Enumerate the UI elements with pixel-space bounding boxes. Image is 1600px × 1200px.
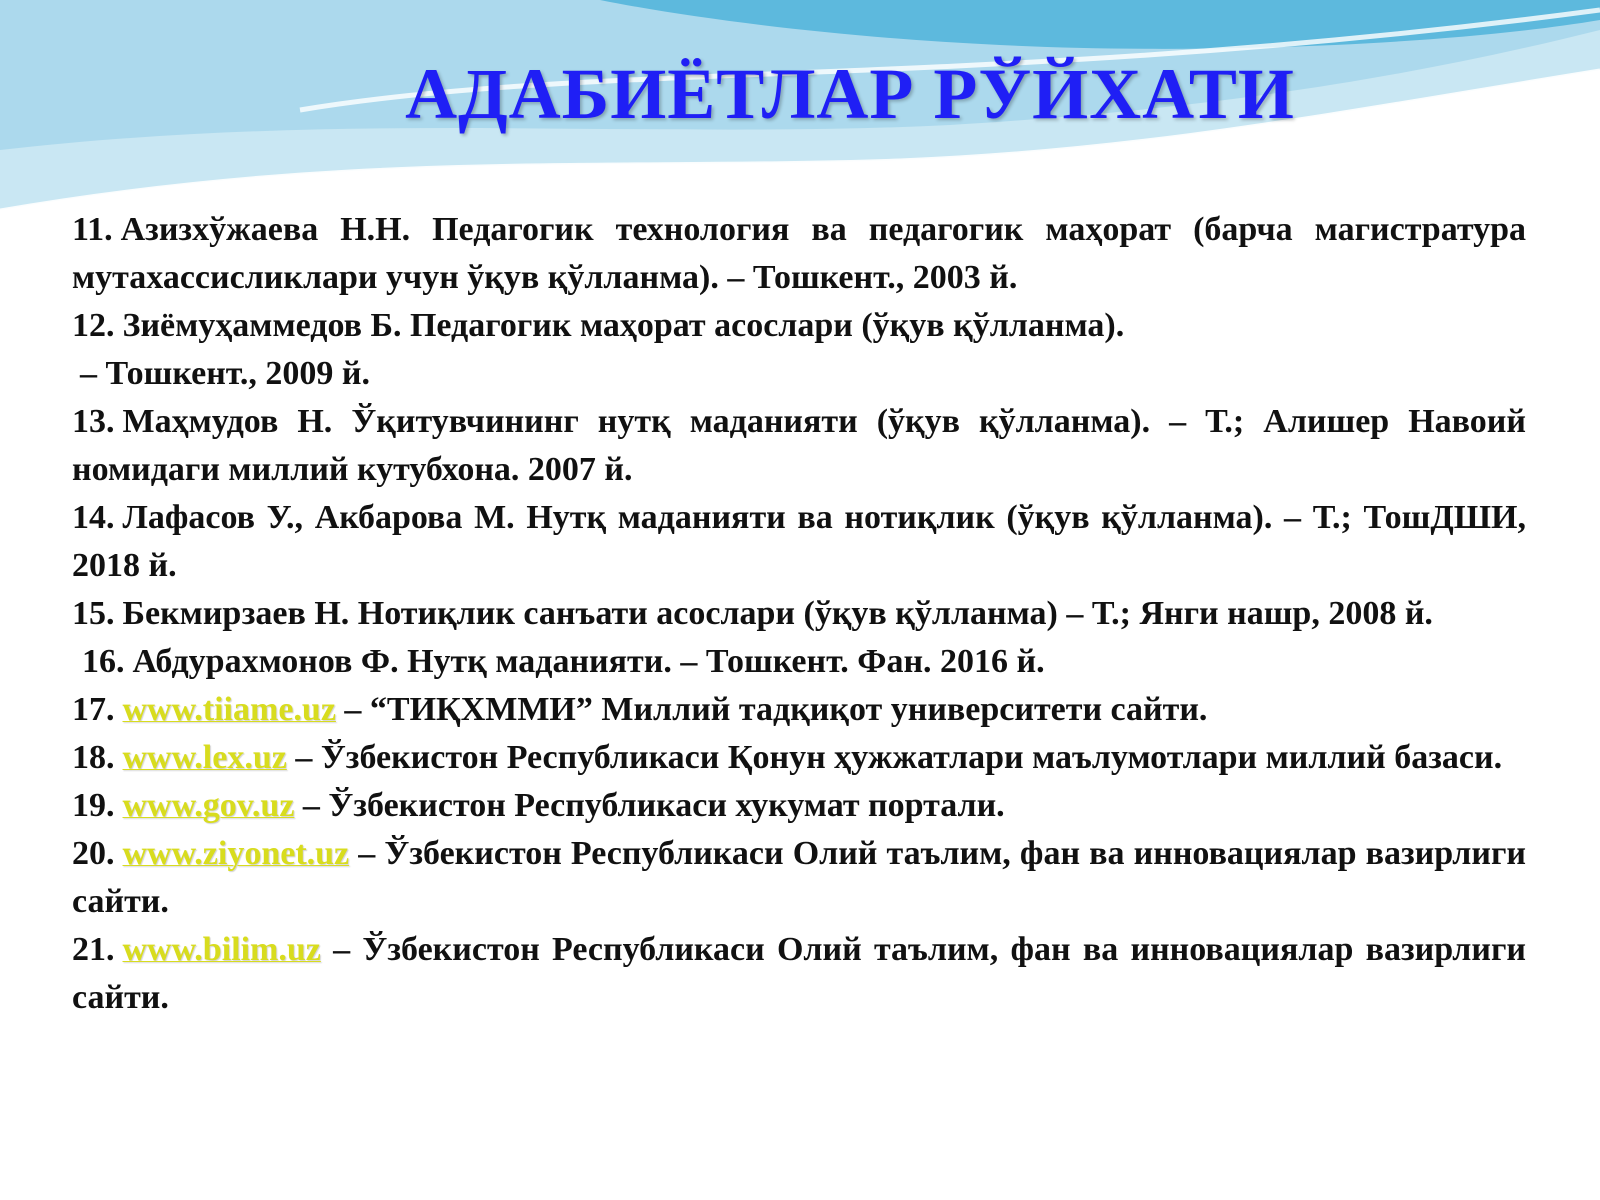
reference-text: Абдурахмонов Ф. Нутқ маданияти. – Тошкент. Фан. 2016 й. — [132, 643, 1045, 680]
reference-list — [72, 206, 1526, 1022]
reference-text-continuation: – Тошкент., 2009 й. — [80, 355, 371, 392]
reference-number: 15. — [72, 595, 115, 632]
slide-title: АДАБИЁТЛАР РЎЙХАТИ — [405, 54, 1295, 134]
reference-item — [72, 398, 1526, 494]
reference-link[interactable]: www.tiiame.uz — [122, 691, 336, 728]
reference-item — [72, 686, 1526, 734]
reference-number: 13. — [72, 403, 115, 440]
reference-text: Лафасов У., Акбарова М. Нутқ маданияти ва нотиқлик (ўқув қўлланма). – Т.; ТошДШИ, 2018 й. — [72, 499, 1526, 584]
reference-number: 19. — [72, 787, 115, 824]
reference-text: Маҳмудов Н. Ўқитувчининг нутқ маданияти (ўқув қўлланма). – Т.; Алишер Навоий номидаги миллий кутубхона. 2007 й. — [72, 403, 1526, 488]
reference-item — [72, 830, 1526, 926]
reference-text: – “ТИҚХММИ” Миллий тадқиқот университети сайти. — [344, 691, 1208, 728]
reference-text: – Ўзбекистон Республикаси хукумат портали. — [302, 787, 1005, 824]
reference-item — [72, 590, 1526, 638]
reference-number: 12. — [72, 307, 115, 344]
reference-text: – Ўзбекистон Республикаси Қонун ҳужжатлари маълумотлари миллий базаси. — [295, 739, 1503, 776]
reference-number: 11. — [72, 211, 113, 248]
reference-text: Бекмирзаев Н. Нотиқлик санъати асослари (ўқув қўлланма) – Т.; Янги нашр, 2008 й. — [122, 595, 1433, 632]
reference-item — [72, 302, 1526, 398]
reference-link[interactable]: www.lex.uz — [122, 739, 287, 776]
reference-item — [72, 206, 1526, 302]
reference-text: – Ўзбекистон Республикаси Олий таълим, фан ва инновациялар вазирлиги сайти. — [72, 931, 1526, 1016]
reference-number: 21. — [72, 931, 115, 968]
reference-item — [72, 926, 1526, 1022]
reference-item — [72, 734, 1526, 782]
reference-item — [72, 494, 1526, 590]
reference-text: – Ўзбекистон Республикаси Олий таълим, фан ва инновациялар вазирлиги сайти. — [72, 835, 1526, 920]
reference-item — [72, 782, 1526, 830]
reference-number: 18. — [72, 739, 115, 776]
reference-text: Азизхўжаева Н.Н. Педагогик технология ва педагогик маҳорат (барча магистратура мутахассисликлари учун ўқув қўлланма). – Тошкент., 2003 й. — [72, 211, 1526, 296]
reference-text: Зиёмуҳаммедов Б. Педагогик маҳорат асослари (ўқув қўлланма). — [122, 307, 1125, 344]
reference-link[interactable]: www.bilim.uz — [122, 931, 321, 968]
reference-link[interactable]: www.gov.uz — [122, 787, 295, 824]
reference-number: 14. — [72, 499, 115, 536]
reference-number: 16. — [82, 643, 125, 680]
reference-item — [72, 638, 1526, 686]
reference-link[interactable]: www.ziyonet.uz — [122, 835, 350, 872]
reference-number: 17. — [72, 691, 115, 728]
reference-number: 20. — [72, 835, 115, 872]
